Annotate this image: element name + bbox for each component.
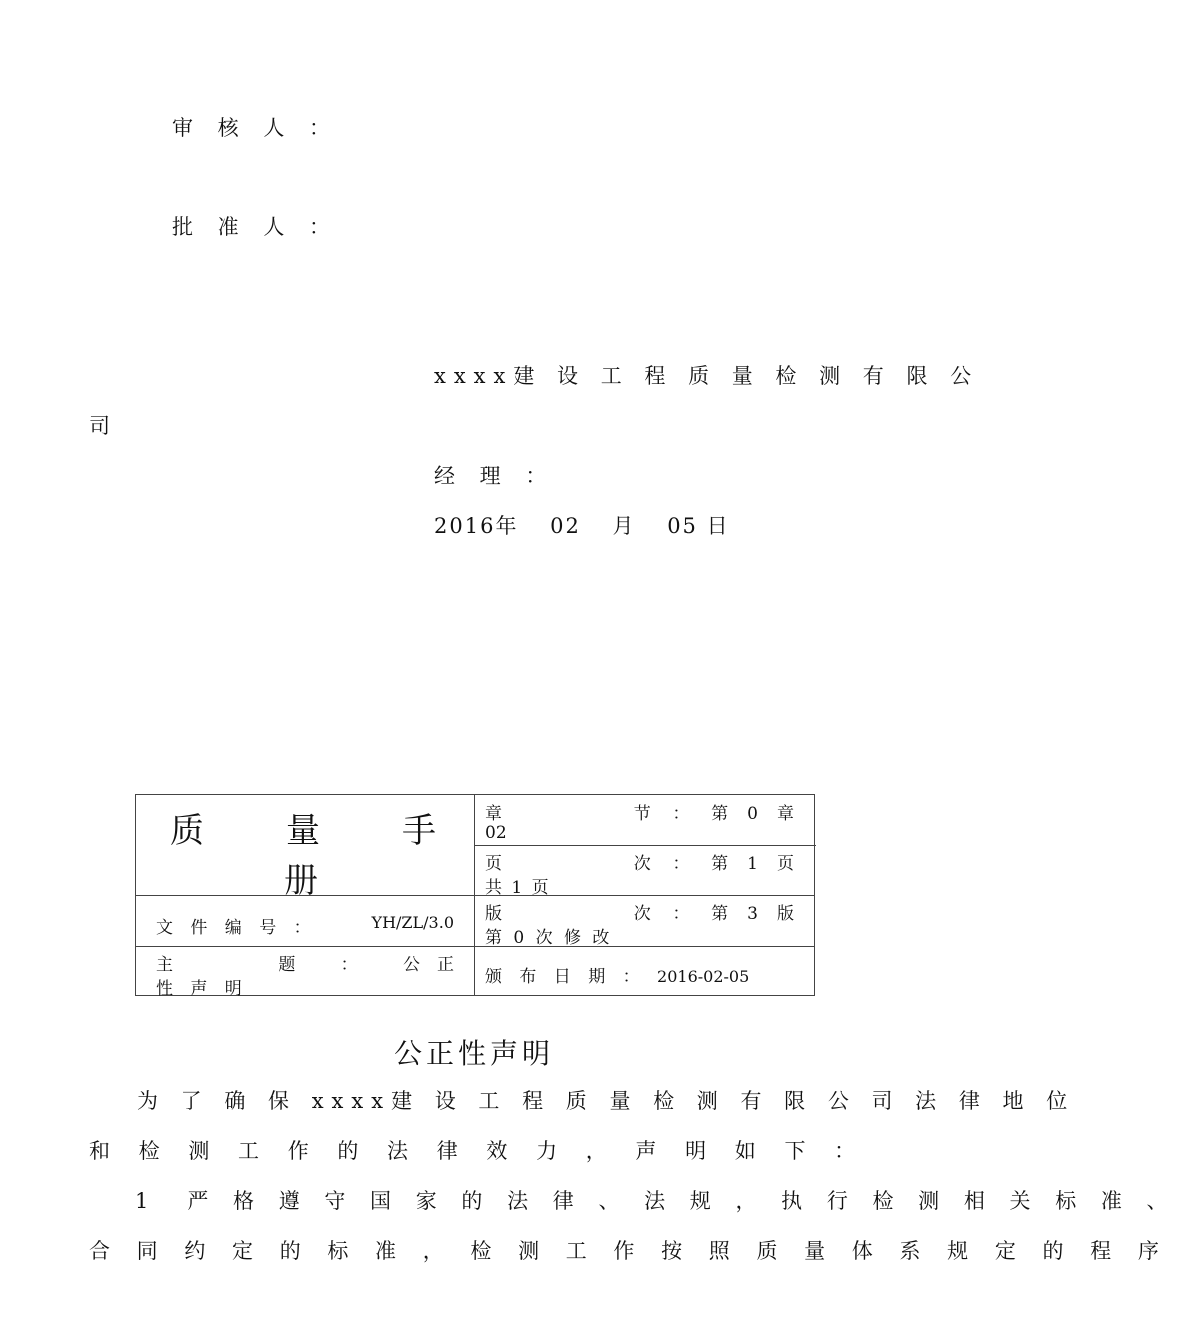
chapter-label: 节 [633, 804, 651, 824]
page-label: 页 [485, 854, 502, 874]
subject-colon: ： [340, 955, 358, 975]
table-divider [474, 845, 816, 846]
issue-date-row [485, 962, 749, 987]
chapter-row [485, 799, 795, 824]
statement-paragraph-line: 为 了 确 保 xxxx建 设 工 程 质 量 检 测 有 限 公 司 法 律 地 位 [137, 1089, 1076, 1113]
subject-row [156, 950, 454, 975]
subject-value-continued: 性 声 明 [156, 979, 248, 999]
manager-label: 经 理 ： [434, 464, 556, 488]
version-row [485, 899, 795, 924]
subject-label: 题 [278, 955, 296, 975]
document-number-value: YH/ZL/3.0 [371, 913, 454, 932]
chapter-value: 第 0 章 [711, 804, 795, 824]
document-number-row [156, 913, 454, 938]
manual-title-char: 手 [402, 811, 436, 851]
manual-title-char: 质 [170, 811, 204, 851]
chapter-label: 章 [485, 804, 502, 824]
document-date: 2016年 02 月 05 日 [434, 514, 730, 538]
statement-paragraph-line: 和 检 测 工 作 的 法 律 效 力 ， 声 明 如 下 ： [89, 1139, 867, 1163]
table-divider [136, 946, 814, 947]
company-name-continued: 司 [89, 414, 119, 438]
manual-title-char: 量 [286, 811, 320, 851]
version-label: 次 [633, 904, 651, 924]
statement-title: 公正性声明 [394, 1037, 555, 1070]
manual-title [170, 803, 436, 852]
chapter-value-continued: 02 [485, 823, 507, 843]
issue-date-value: 2016-02-05 [657, 967, 750, 986]
manual-title-continued: 册 [284, 861, 318, 901]
version-label: 版 [485, 904, 502, 924]
subject-value: 公 正 [402, 955, 454, 975]
subject-label: 主 [156, 955, 173, 975]
page-row [485, 849, 795, 874]
table-divider [136, 895, 814, 896]
version-colon: ： [672, 904, 690, 924]
page-colon: ： [672, 854, 690, 874]
reviewer-label: 审 核 人 ： [172, 116, 340, 140]
page-value-continued: 共 1 页 [485, 878, 551, 898]
page-label: 次 [633, 854, 651, 874]
chapter-colon: ： [672, 804, 690, 824]
document-number-label: 文 件 编 号 ： [156, 918, 317, 938]
version-value: 第 3 版 [711, 904, 795, 924]
page-value: 第 1 页 [711, 854, 795, 874]
document-header-table [135, 794, 815, 999]
statement-paragraph-line: 1 严 格 遵 守 国 家 的 法 律 、 法 规 ， 执 行 检 测 相 关 标 准 、 [135, 1189, 1177, 1213]
version-value-continued: 第 0 次 修 改 [485, 928, 613, 948]
issue-date-label: 颁 布 日 期 ： [485, 967, 646, 987]
company-name: xxxx建 设 工 程 质 量 检 测 有 限 公 [434, 364, 980, 388]
statement-paragraph-line: 合 同 约 定 的 标 准 ， 检 测 工 作 按 照 质 量 体 系 规 定 的 程 序 [89, 1239, 1169, 1263]
approver-label: 批 准 人 ： [172, 215, 340, 239]
